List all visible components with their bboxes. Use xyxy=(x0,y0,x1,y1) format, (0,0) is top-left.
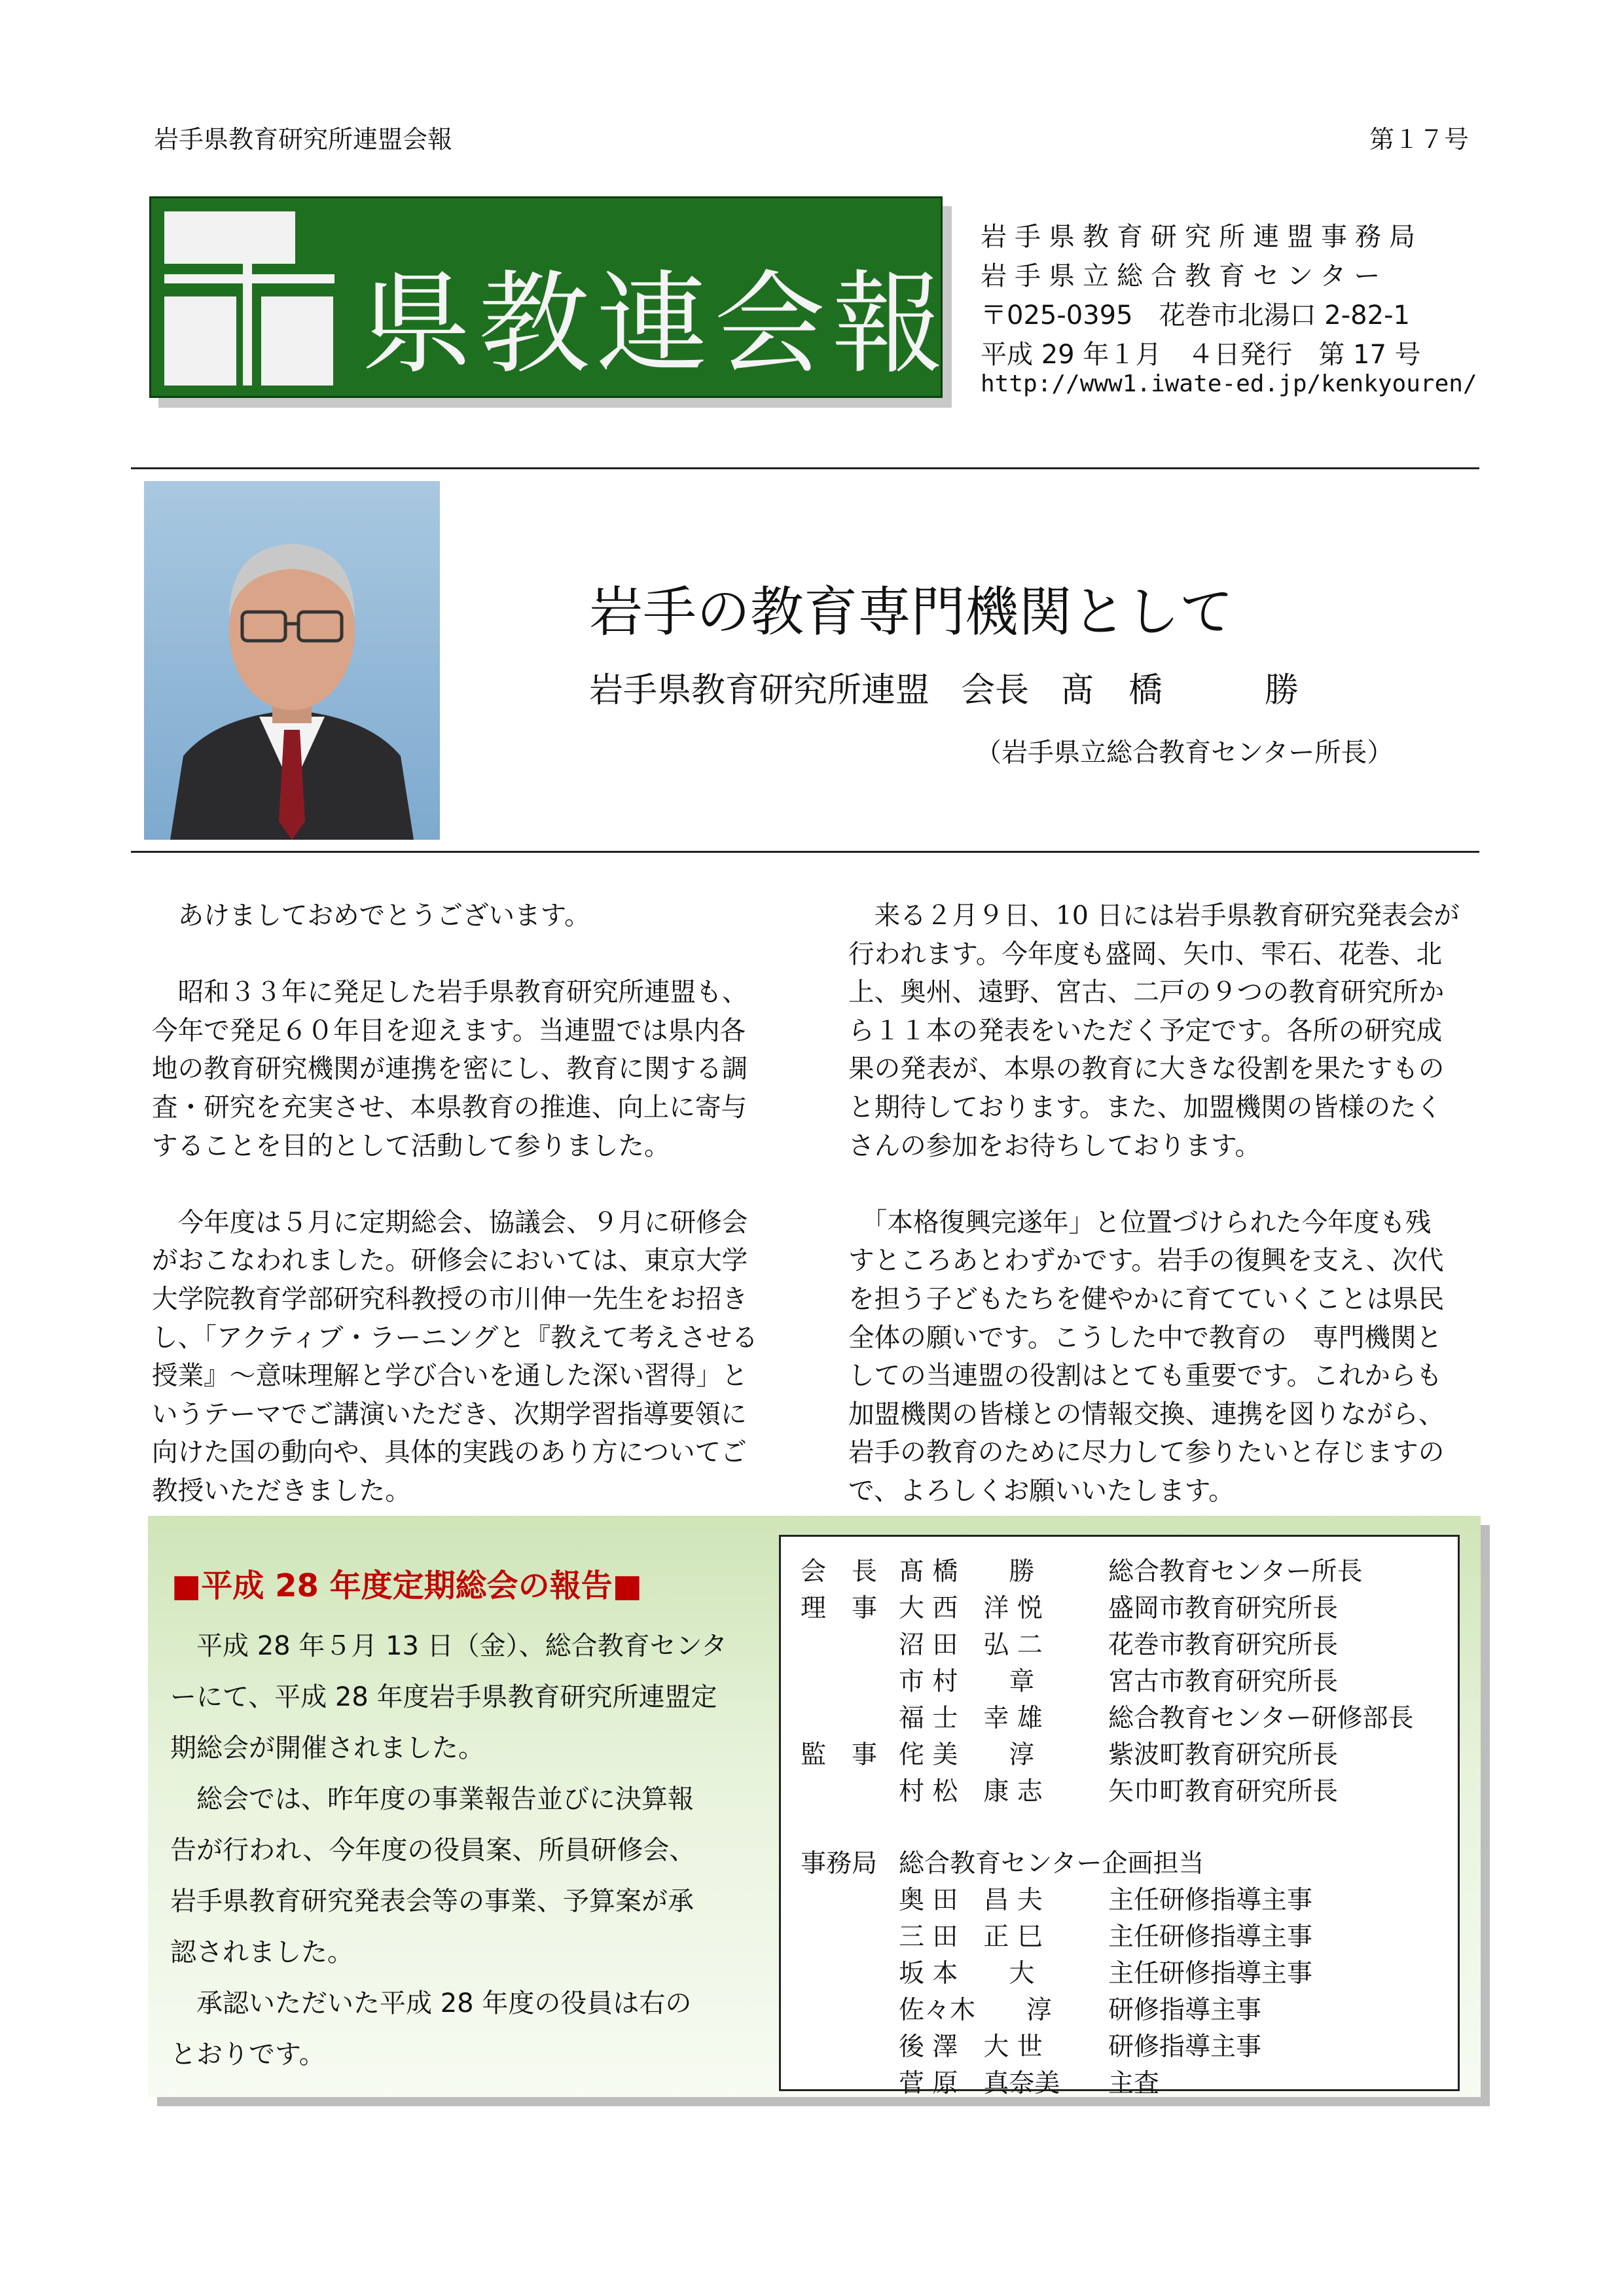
roster-row xyxy=(801,1880,1413,1916)
roster-role xyxy=(801,1880,899,1916)
roster-name: 市 村 章 xyxy=(899,1667,1035,1696)
paragraph-line: 大学院教育学部研究科教授の市川伸一先生をお招き xyxy=(152,1283,748,1314)
paragraph-line: 査・研究を充実させ、本県教育の推進、向上に寄与 xyxy=(152,1092,748,1122)
paragraph-line: を担う子どもたちを健やかに育てていくことは県民 xyxy=(848,1283,1445,1314)
roster-row xyxy=(801,1661,1413,1698)
roster-role: 会 長 xyxy=(801,1557,878,1587)
paragraph-line: 加盟機関の皆様との情報交換、連携を図りながら、 xyxy=(848,1399,1445,1429)
roster-row xyxy=(801,2026,1413,2063)
roster-role: 理 事 xyxy=(801,1594,878,1623)
author-organization: 岩手県教育研究所連盟 xyxy=(589,671,930,710)
roster-role xyxy=(801,1698,899,1734)
newsletter-name: 岩手県教育研究所連盟会報 xyxy=(154,125,453,154)
author-affiliation: （岩手県立総合教育センター所長） xyxy=(975,738,1394,768)
paragraph-line: 今年で発足６０年目を迎えます。当連盟では県内各 xyxy=(152,1015,746,1046)
roster-name: 後 澤 大 世 xyxy=(899,2032,1043,2062)
report-line: 期総会が開催されました。 xyxy=(170,1733,484,1763)
report-line: 平成 28 年５月 13 日（金）、総合教育センタ xyxy=(170,1631,728,1661)
roster-row xyxy=(801,1551,1413,1588)
paragraph-line: 向けた国の動向や、具体的実践のあり方についてご xyxy=(152,1437,747,1468)
paragraph-line: で、よろしくお願いいたします。 xyxy=(848,1475,1235,1506)
paragraph-line: し、「アクティブ・ラーニングと『教えて考えさせる xyxy=(152,1322,758,1353)
roster-table xyxy=(801,1551,1413,2100)
roster-row xyxy=(801,1990,1413,2026)
logo-block xyxy=(164,211,295,264)
roster-row xyxy=(801,1734,1413,1771)
report-line: 認されました。 xyxy=(170,1937,353,1967)
paragraph-line: 行われます。今年度も盛岡、矢巾、雫石、花巻、北 xyxy=(848,939,1443,969)
roster-role xyxy=(801,1661,899,1698)
roster-role xyxy=(801,1624,899,1661)
paragraph-line: しての当連盟の役割はとても重要です。これからも xyxy=(848,1361,1443,1391)
roster-position: 主査 xyxy=(1108,2068,1160,2098)
roster-name xyxy=(899,1808,1108,1843)
president-portrait xyxy=(144,481,440,840)
paragraph-line: 果の発表が、本県の教育に大きな役割を果たすもの xyxy=(848,1054,1445,1085)
roster-position: 研修指導主事 xyxy=(1108,2032,1262,2062)
roster-name: 大 西 洋 悦 xyxy=(899,1594,1043,1623)
roster-name: 沼 田 弘 二 xyxy=(899,1630,1043,1660)
portrait-image xyxy=(144,481,440,840)
roster-position: 盛岡市教育研究所長 xyxy=(1108,1594,1339,1623)
paragraph-line: することを目的として活動して参りました。 xyxy=(152,1130,670,1161)
roster-name: 福 士 幸 雄 xyxy=(899,1704,1043,1733)
report-line: ーにて、平成 28 年度岩手県教育研究所連盟定 xyxy=(170,1682,717,1712)
paragraph-line: 岩手の教育のために尽力して参りたいと存じますの xyxy=(848,1437,1445,1468)
roster-position: 研修指導主事 xyxy=(1108,1995,1262,2025)
publisher-address: 〒025-0395 花巻市北湯口 2-82-1 xyxy=(981,300,1410,331)
roster-role xyxy=(801,2026,899,2063)
report-body xyxy=(170,1621,759,2080)
report-line: 岩手県教育研究発表会等の事業、予算案が承 xyxy=(170,1886,694,1916)
paragraph-line: いうテーマでご講演いただき、次期学習指導要領に xyxy=(152,1399,747,1429)
logo-bar xyxy=(243,211,252,386)
paragraph-line: 教授いただきました。 xyxy=(152,1475,411,1506)
roster-role: 事務局 xyxy=(801,1848,878,1878)
roster-position: 主任研修指導主事 xyxy=(1108,1922,1313,1952)
roster-name: 佐々木 淳 xyxy=(899,1995,1053,2025)
roster-row xyxy=(801,2063,1413,2100)
paragraph-line: 上、奥州、遠野、宮古、二戸の９つの教育研究所か xyxy=(848,977,1445,1008)
roster-role xyxy=(801,1990,899,2026)
roster-row xyxy=(801,1698,1413,1734)
roster-name: 奥 田 昌 夫 xyxy=(899,1885,1043,1915)
roster-row xyxy=(801,1916,1413,1953)
roster-position: 主任研修指導主事 xyxy=(1108,1958,1313,1988)
article-author xyxy=(589,662,1299,711)
officer-roster xyxy=(779,1535,1460,2098)
roster-name: 総合教育センター企画担当 xyxy=(899,1848,1204,1878)
publish-date: 平成 29 年１月 ４日発行 第 17 号 xyxy=(981,340,1421,370)
top-divider xyxy=(131,467,1479,469)
issue-number: 第１７号 xyxy=(1369,125,1470,154)
paragraph-line: あけましておめでとうございます。 xyxy=(152,901,590,931)
roster-position: 花巻市教育研究所長 xyxy=(1108,1630,1339,1660)
roster-role xyxy=(801,2063,899,2100)
paragraph-line: がおこなわれました。研修会においては、東京大学 xyxy=(152,1246,748,1276)
report-line: 承認いただいた平成 28 年度の役員は右の xyxy=(170,1988,692,2018)
roster-position: 矢巾町教育研究所長 xyxy=(1108,1777,1339,1806)
masthead-title: 県教連会報 xyxy=(361,260,950,389)
roster-position: 総合教育センター研修部長 xyxy=(1108,1704,1414,1733)
paragraph-line: 来る２月９日、10 日には岩手県教育研究発表会が xyxy=(848,901,1460,931)
logo-block xyxy=(164,296,236,386)
roster-row xyxy=(801,1588,1413,1624)
publisher-center: 岩手県立総合教育センター xyxy=(981,261,1388,291)
roster-role xyxy=(801,1808,899,1843)
roster-row xyxy=(801,1843,1413,1880)
paragraph-line: 昭和３３年に発足した岩手県教育研究所連盟も、 xyxy=(152,977,748,1008)
paragraph-line: 「本格復興完遂年」と位置づけられた今年度も残 xyxy=(848,1207,1432,1238)
roster-position: 総合教育センター所長 xyxy=(1108,1557,1363,1587)
roster-position: 紫波町教育研究所長 xyxy=(1108,1740,1339,1770)
report-line: 総会では、昨年度の事業報告並びに決算報 xyxy=(170,1784,694,1814)
paragraph-line: 全体の願いです。こうした中で教育の 専門機関と xyxy=(848,1322,1443,1353)
roster-row xyxy=(801,1771,1413,1808)
paragraph-line: ら１１本の発表をいただく予定です。各所の研究成 xyxy=(848,1015,1443,1046)
logo-block xyxy=(261,296,333,386)
roster-row xyxy=(801,1953,1413,1990)
paragraph-line: さんの参加をお待ちしております。 xyxy=(848,1130,1261,1161)
paragraph-line: 授業』～意味理解と学び合いを通した深い習得」と xyxy=(152,1361,748,1391)
article-left-column xyxy=(152,897,800,1511)
roster-name: 侘 美 淳 xyxy=(899,1740,1035,1770)
roster-position xyxy=(1108,1808,1413,1843)
publisher-office: 岩手県教育研究所連盟事務局 xyxy=(981,222,1423,252)
author-role: 会長 xyxy=(961,671,1030,710)
roster-name: 村 松 康 志 xyxy=(899,1777,1043,1806)
roster-position: 宮古市教育研究所長 xyxy=(1108,1667,1339,1696)
roster-name: 髙 橋 勝 xyxy=(899,1557,1035,1587)
masthead-logo xyxy=(149,196,950,398)
article-divider xyxy=(131,851,1479,853)
paragraph-line: 地の教育研究機関が連携を密にし、教育に関する調 xyxy=(152,1054,748,1085)
roster-name: 菅 原 真奈美 xyxy=(899,2068,1060,2098)
paragraph-line: すところあとわずかです。岩手の復興を支え、次代 xyxy=(848,1246,1444,1276)
paragraph-line: 今年度は５月に定期総会、協議会、９月に研修会 xyxy=(152,1207,748,1238)
report-line: とおりです。 xyxy=(170,2039,325,2070)
article-right-column xyxy=(848,897,1496,1511)
roster-position: 主任研修指導主事 xyxy=(1108,1885,1313,1915)
report-title: ■平成 28 年度定期総会の報告■ xyxy=(171,1568,642,1604)
report-line: 告が行われ、今年度の役員案、所員研修会、 xyxy=(170,1835,696,1865)
roster-name: 坂 本 大 xyxy=(899,1958,1035,1988)
roster-role xyxy=(801,1771,899,1808)
roster-row xyxy=(801,1808,1413,1843)
roster-name: 三 田 正 巳 xyxy=(899,1922,1043,1952)
author-name: 髙 橋 勝 xyxy=(1060,671,1299,710)
article-title: 岩手の教育専門機関として xyxy=(589,581,1234,643)
website-link[interactable]: http://www1.iwate-ed.jp/kenkyouren/ xyxy=(981,370,1477,397)
roster-role: 監 事 xyxy=(801,1740,878,1770)
roster-row xyxy=(801,1624,1413,1661)
roster-role xyxy=(801,1953,899,1990)
paragraph-line: と期待しております。また、加盟機関の皆様のたく xyxy=(848,1092,1443,1122)
roster-role xyxy=(801,1916,899,1953)
